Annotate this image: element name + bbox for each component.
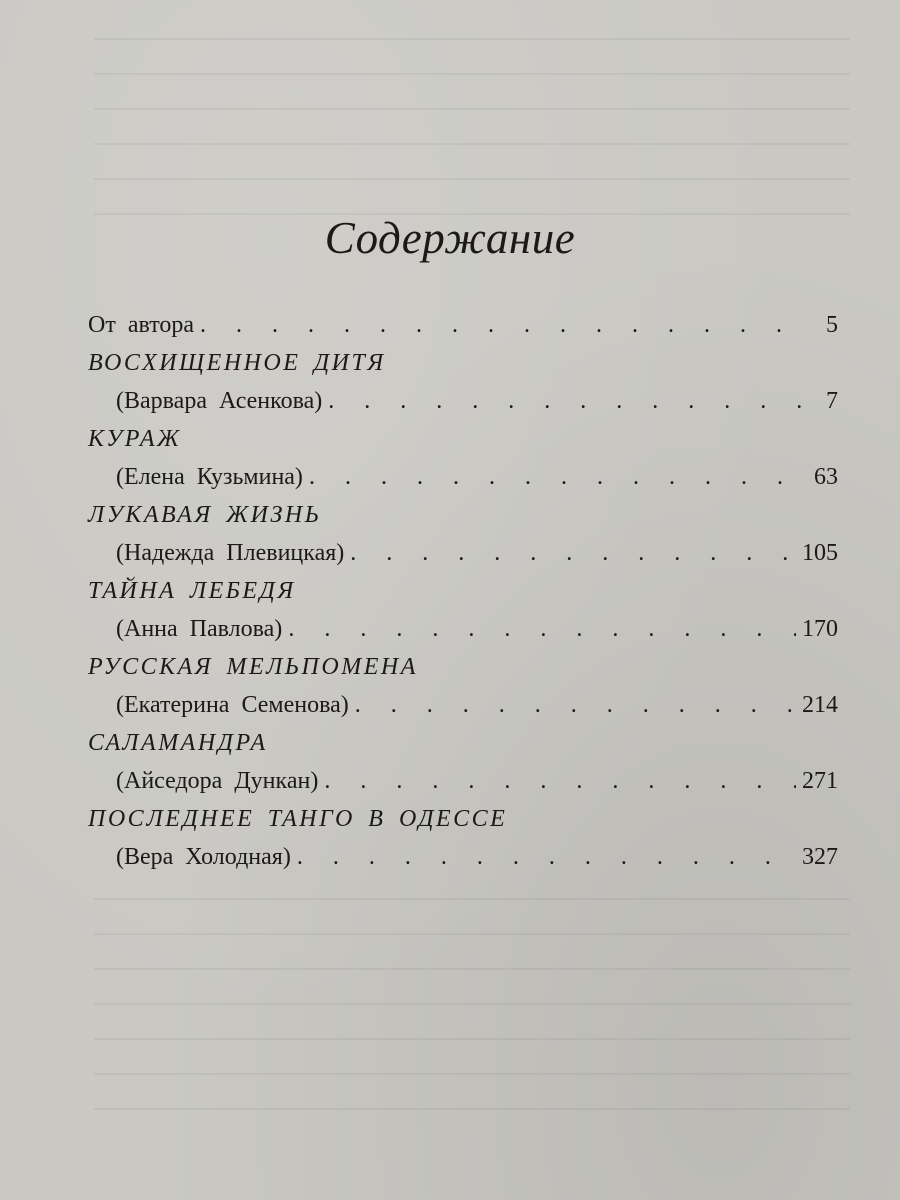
toc-page-number: 63 xyxy=(814,464,838,490)
toc-entry-person: (Надежда Плевицкая) xyxy=(116,540,345,566)
toc-entry-person: (Анна Павлова) xyxy=(116,616,283,642)
toc-entry-title: РУССКАЯ МЕЛЬПОМЕНА xyxy=(88,654,418,680)
dot-leader xyxy=(355,686,796,724)
toc-entry xyxy=(88,496,838,572)
toc-entry-person: (Екатерина Семенова) xyxy=(116,692,349,718)
dot-leader xyxy=(200,306,808,344)
toc-entry xyxy=(88,344,838,420)
toc-entry-title: ЛУКАВАЯ ЖИЗНЬ xyxy=(88,502,322,528)
toc-entry-title: ВОСХИЩЕННОЕ ДИТЯ xyxy=(88,350,386,376)
toc-page-number: 5 xyxy=(826,312,838,338)
toc-entry-person: (Айседора Дункан) xyxy=(116,768,319,794)
toc-page-number: 105 xyxy=(802,540,838,566)
page-title: Содержание xyxy=(324,213,576,263)
toc-entry xyxy=(88,420,838,496)
dot-leader xyxy=(297,838,796,876)
toc-entry-title: ТАЙНА ЛЕБЕДЯ xyxy=(88,578,296,604)
toc-entry xyxy=(88,648,838,724)
toc-entry xyxy=(88,572,838,648)
dot-leader xyxy=(350,534,796,572)
toc-entry-title: САЛАМАНДРА xyxy=(88,730,268,756)
dot-leader xyxy=(309,458,808,496)
toc-page-number: 7 xyxy=(826,388,838,414)
table-of-contents xyxy=(88,306,838,876)
dot-leader xyxy=(324,762,796,800)
toc-entry-person: (Варвара Асенкова) xyxy=(116,388,323,414)
dot-leader xyxy=(328,382,808,420)
dot-leader xyxy=(288,610,796,648)
toc-page-number: 170 xyxy=(802,616,838,642)
toc-entry xyxy=(88,800,838,876)
toc-entry-title: ПОСЛЕДНЕЕ ТАНГО В ОДЕССЕ xyxy=(88,806,508,832)
toc-entry-person: (Елена Кузьмина) xyxy=(116,464,303,490)
toc-entry-title: КУРАЖ xyxy=(88,426,182,452)
toc-entry-preface xyxy=(88,306,838,344)
show-through-text-bottom: ———————————————————————————————————— ———————————————————————————————————— ———————————————————————————————————— ———————————————————————————————————— ———————————————————————————————————— ———————————————————————————————————— ———————————————————————————————————— xyxy=(94,885,850,1119)
toc-page-number: 214 xyxy=(802,692,838,718)
toc-entry-label: От автора xyxy=(88,312,195,338)
toc-page-number: 327 xyxy=(802,844,838,870)
show-through-text-top: ———————————————————————————————————— ———————————————————————————————————— ———————————————————————————————————— ———————————————————————————————————— ———————————————————————————————————— ———————————————————————————————————— xyxy=(94,25,850,224)
toc-entry xyxy=(88,724,838,800)
toc-entry-person: (Вера Холодная) xyxy=(116,844,291,870)
toc-page-number: 271 xyxy=(802,768,838,794)
